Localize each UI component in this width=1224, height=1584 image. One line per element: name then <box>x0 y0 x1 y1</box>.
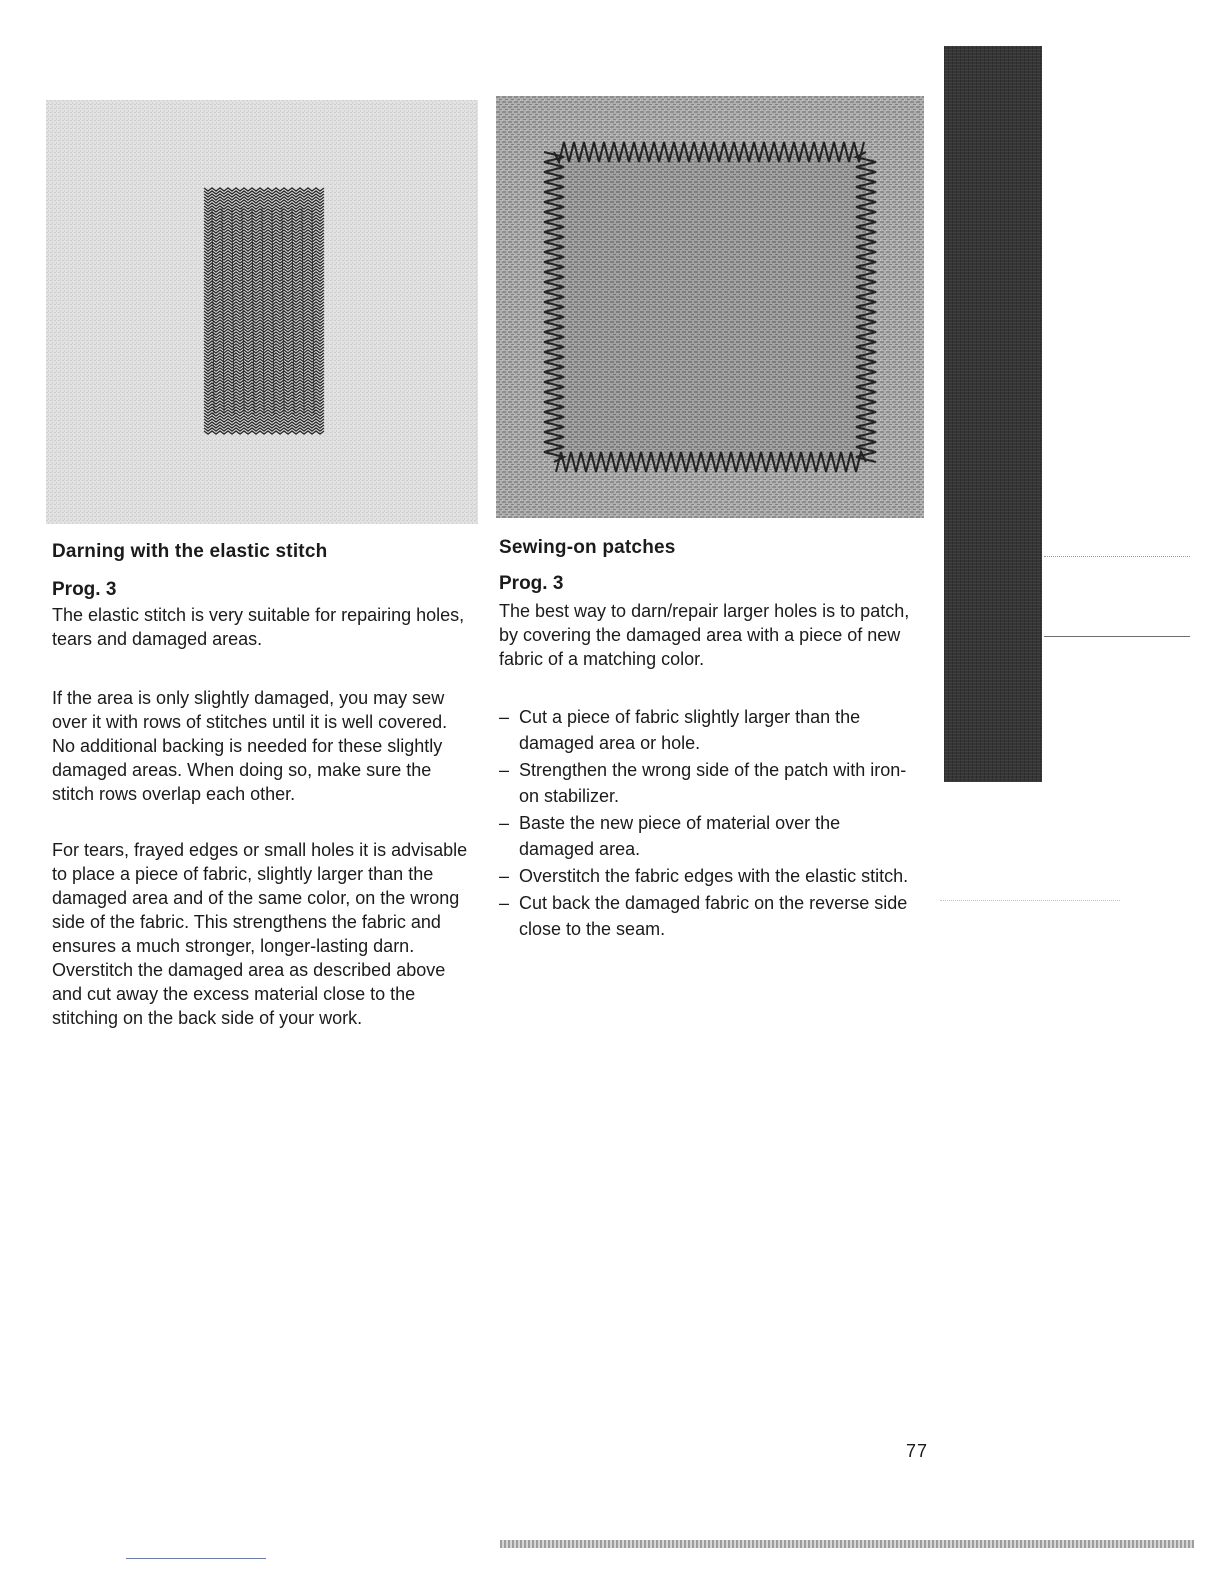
program-label: Prog. 3 <box>52 579 117 600</box>
step-text: Overstitch the fabric edges with the elastic stitch. <box>519 866 909 886</box>
margin-rule <box>1044 556 1190 557</box>
section-heading-patches: Sewing-on patches <box>499 537 676 558</box>
section-heading-darning: Darning with the elastic stitch <box>52 541 328 562</box>
scan-artifact-bar <box>500 1540 1194 1548</box>
margin-rule <box>1044 636 1190 637</box>
paragraph: The elastic stitch is very suitable for repairing holes, tears and damaged areas. <box>52 605 465 649</box>
list-item: – Cut back the damaged fabric on the reverse side close to the seam. <box>499 893 908 939</box>
page-number: 77 <box>906 1441 929 1461</box>
scan-artifact-rule <box>126 1558 266 1559</box>
paragraph: For tears, frayed edges or small holes it is advisable to place a piece of fabric, slightly larger than the damaged area and of the same color, on the wrong side of the fabric. This strengthens the fabric and ensures a much stronger, longer-lasting darn. Overstitch the damaged area as described above and cut away the excess material close to the stitching on the back side of your work. <box>52 840 468 1028</box>
program-label: Prog. 3 <box>499 573 564 594</box>
margin-rule <box>940 900 1120 901</box>
section-thumb-tab <box>944 46 1042 782</box>
list-item: – Overstitch the fabric edges with the elastic stitch. <box>499 866 909 886</box>
step-text: Baste the new piece of material over the damaged area. <box>519 813 841 859</box>
darning-stitch-photo <box>46 100 478 524</box>
list-item: – Cut a piece of fabric slightly larger than the damaged area or hole. <box>499 707 861 753</box>
patch-photo <box>496 96 924 518</box>
paragraph: The best way to darn/repair larger holes is to patch, by covering the damaged area with a piece of new fabric of a matching color. <box>499 601 910 669</box>
step-text: Strengthen the wrong side of the patch with iron-on stabilizer. <box>519 760 907 806</box>
list-item: – Strengthen the wrong side of the patch with iron-on stabilizer. <box>499 760 907 806</box>
step-text: Cut back the damaged fabric on the reverse side close to the seam. <box>519 893 908 939</box>
list-item: – Baste the new piece of material over the damaged area. <box>499 813 841 859</box>
paragraph: If the area is only slightly damaged, you may sew over it with rows of stitches until it is well covered. No additional backing is needed for these slightly damaged areas. When doing so, make sure the stitch rows overlap each other. <box>52 688 448 804</box>
step-text: Cut a piece of fabric slightly larger than the damaged area or hole. <box>519 707 861 753</box>
step-list <box>499 704 919 943</box>
